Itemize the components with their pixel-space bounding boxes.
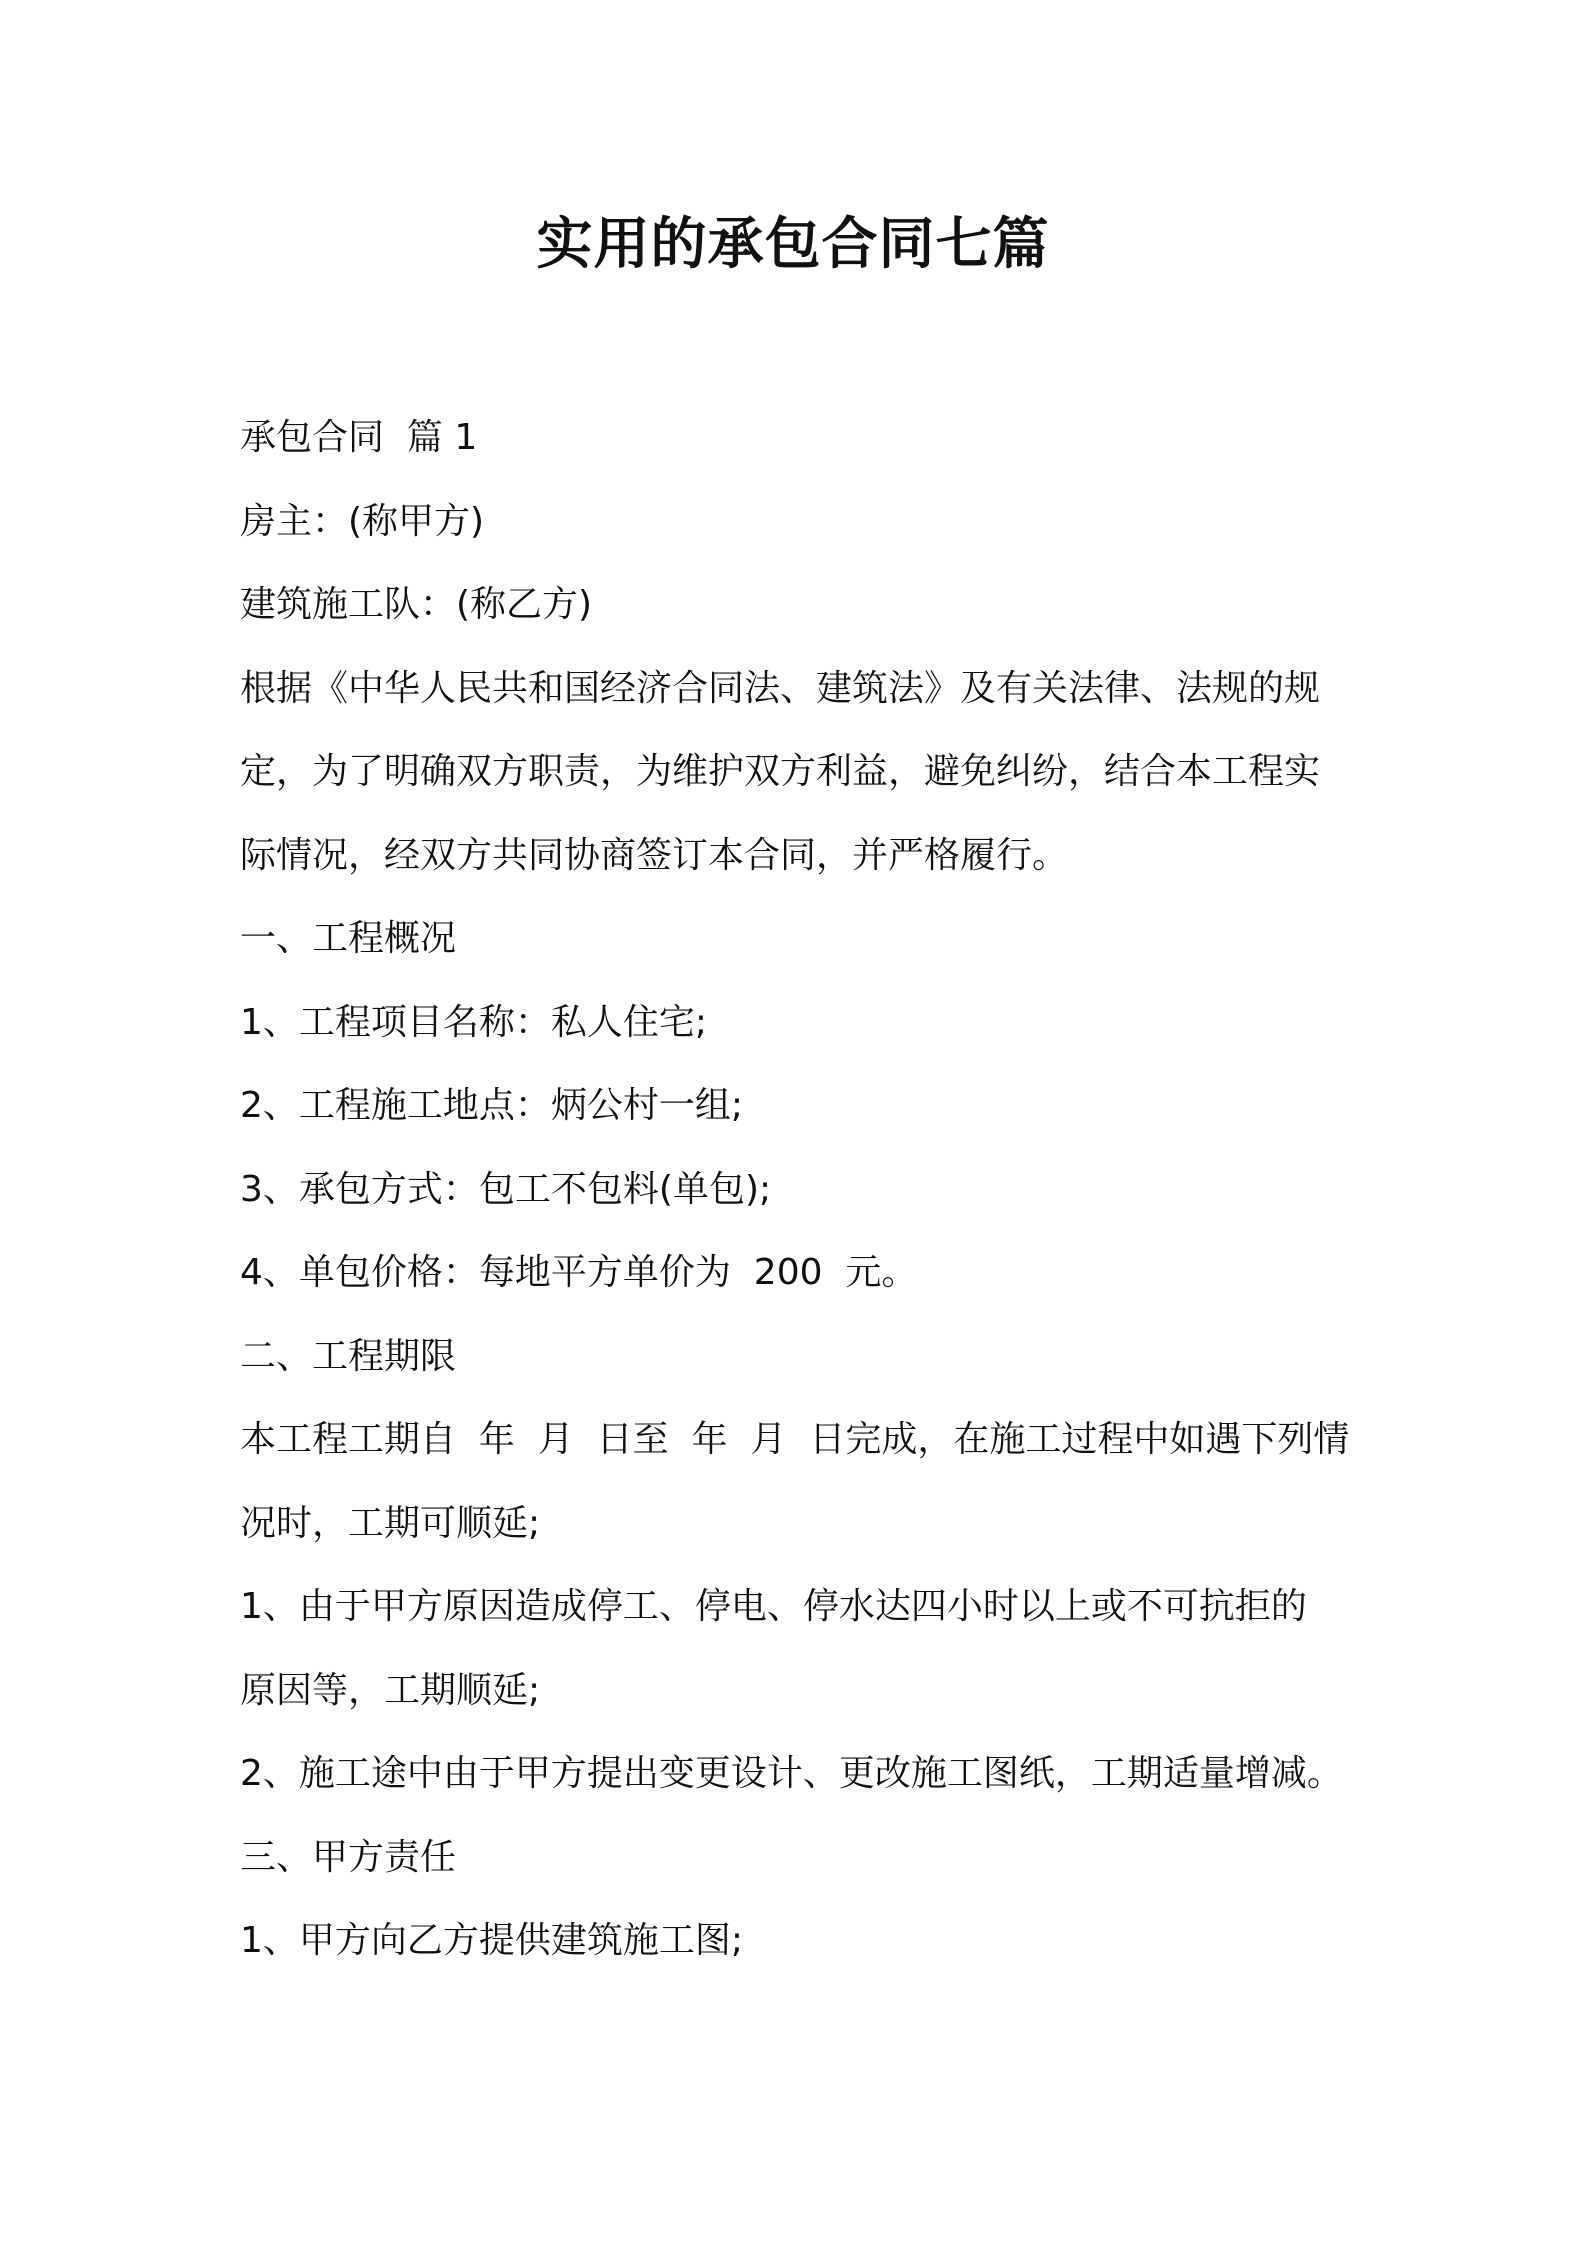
overview-item-1: 1、工程项目名称：私人住宅; (240, 1001, 708, 1043)
contract-heading: 承包合同 篇 1 (240, 417, 478, 458)
document-title: 实用的承包合同七篇 (536, 212, 1050, 277)
section-heading-overview: 一、工程概况 (240, 918, 457, 959)
overview-item-2: 2、工程施工地点：炳公村一组; (240, 1085, 744, 1126)
document-body (240, 396, 1360, 1983)
duration-text-line-1: 本工程工期自 年 月 日至 年 月 日完成，在施工过程中如遇下列情 (240, 1419, 1350, 1460)
section-heading-duration: 二、工程期限 (240, 1335, 457, 1377)
party-a-duty-1: 1、甲方向乙方提供建筑施工图; (240, 1920, 744, 1961)
duration-item-2: 2、施工途中由于甲方提出变更设计、更改施工图纸，工期适量增减。 (240, 1753, 1343, 1794)
duration-item-1-line-2: 原因等，工期顺延; (240, 1669, 541, 1711)
preamble-line-2: 定，为了明确双方职责，为维护双方利益，避免纠纷，结合本工程实 (240, 751, 1321, 792)
preamble-line-3: 际情况，经双方共同协商签订本合同，并严格履行。 (240, 834, 1069, 876)
preamble-line-1: 根据《中华人民共和国经济合同法、建筑法》及有关法律、法规的规 (240, 667, 1321, 709)
overview-item-4: 4、单包价格：每地平方单价为 200 元。 (240, 1252, 918, 1293)
section-heading-party-a-duties: 三、甲方责任 (240, 1836, 457, 1878)
duration-item-1-line-1: 1、由于甲方原因造成停工、停电、停水达四小时以上或不可抗拒的 (240, 1586, 1307, 1627)
party-a-line: 房主：(称甲方) (240, 500, 485, 542)
overview-item-3: 3、承包方式：包工不包料(单包); (240, 1168, 772, 1210)
party-b-line: 建筑施工队：(称乙方) (240, 584, 593, 625)
duration-text-line-2: 况时，工期可顺延; (240, 1502, 541, 1544)
